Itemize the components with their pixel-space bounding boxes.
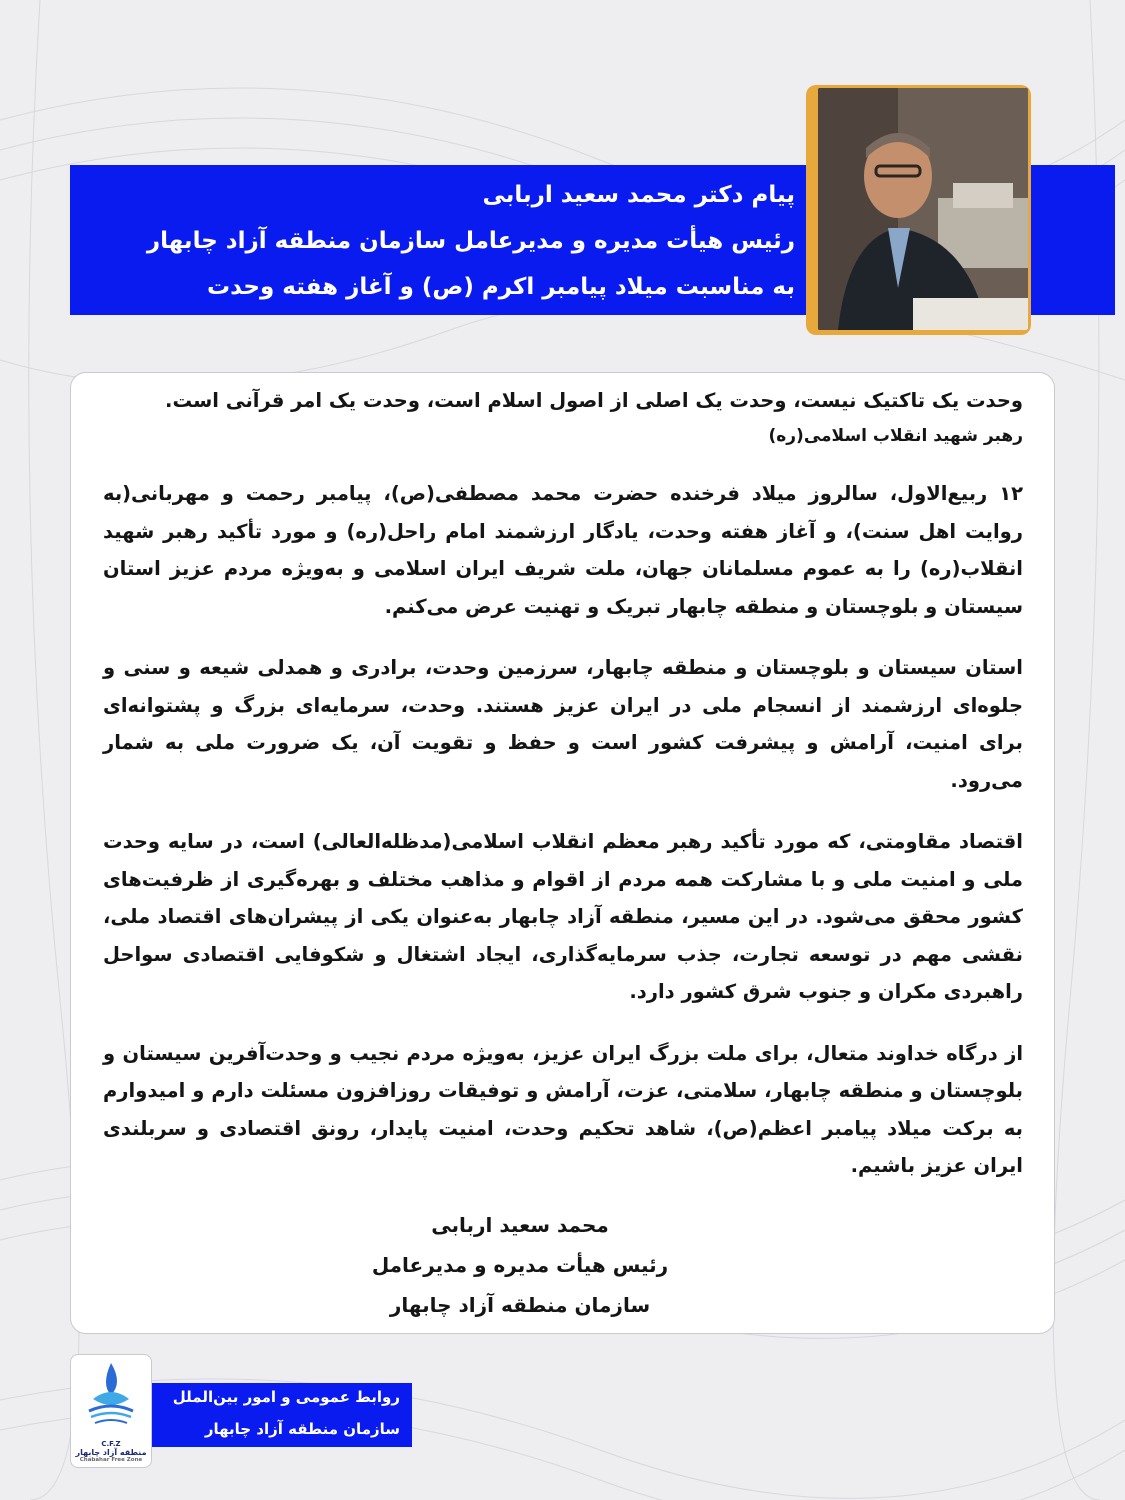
header-occasion: به مناسبت میلاد پیامبر اکرم (ص) و آغاز هفته وحدت <box>206 274 795 300</box>
portrait-photo <box>818 88 1028 330</box>
logo-initials: C.F.Z <box>101 1440 121 1448</box>
paragraph-1: ۱۲ ربیع‌الاول، سالروز میلاد فرخنده حضرت محمد مصطفی(ص)، پیامبر رحمت و مهربانی(به روایت اهل سنت)، و آغاز هفته وحدت، یادگار ارزشمند امام راحل(ره) و مورد تأکید رهبر شهید انقلاب(ره) را به عموم مسلمانان جهان، ملت شریف ایران اسلامی و به‌ویژه مردم عزیز استان سیستان و بلوچستان و منطقه چابهار تبریک و تهنیت عرض می‌کنم. <box>103 482 1023 618</box>
header-subtitle: رئیس هیأت مدیره و مدیرعامل سازمان منطقه آزاد چابهار <box>146 228 795 254</box>
signature-title: رئیس هیأت مدیره و مدیرعامل <box>371 1253 669 1277</box>
header-title: پیام دکتر محمد سعید اربابی <box>482 182 795 208</box>
signature-org: سازمان منطقه آزاد چابهار <box>389 1293 651 1317</box>
logo-text: منطقه آزاد چابهار <box>75 1448 147 1457</box>
quote-text: وحدت یک تاکتیک نیست، وحدت یک اصلی از اصول اسلام است، وحدت یک امر قرآنی است. <box>165 389 1023 412</box>
paragraph-4: از درگاه خداوند متعال، برای ملت بزرگ ایران عزیز، به‌ویژه مردم نجیب و وحدت‌آفرین سیستان و بلوچستان و منطقه چابهار، سلامتی، عزت، آرامش و توفیقات روزافزون مسئلت دارم و امیدوارم به برکت میلاد پیامبر اعظم(ص)، شاهد تحکیم وحدت، امنیت پایدار، رونق اقتصادی و سربلندی ایران عزیز باشیم. <box>103 1041 1023 1177</box>
logo-english: Chabahar Free Zone <box>79 1457 143 1463</box>
signature-block <box>300 1205 740 1325</box>
header-title-block <box>80 172 795 310</box>
logo-caption <box>72 1440 150 1463</box>
paragraph-2: استان سیستان و بلوچستان و منطقه چابهار، سرزمین وحدت، برادری و همدلی شیعه و سنی و جلوه‌ای ارزشمند از انسجام ملی در ایران عزیز هستند. وحدت، سرمایه‌ای بزرگ و پشتوانه‌ای برای امنیت، آرامش و پیشرفت کشور است و حفظ و تقویت آن، یک ضرورت ملی به شمار می‌رود. <box>103 656 1023 792</box>
footer-department: روابط عمومی و امور بین‌الملل <box>172 1388 400 1406</box>
paragraph-3: اقتصاد مقاومتی، که مورد تأکید رهبر معظم انقلاب اسلامی(مدظله‌العالی) است، در سایه وحدت ملی و امنیت ملی و با مشارکت همه مردم از اقوام و مذاهب مختلف و بهره‌گیری از ظرفیت‌های کشور محقق می‌شود. در این مسیر، منطقه آزاد چابهار به‌عنوان یکی از پیشران‌های اقتصاد ملی، نقشی مهم در توسعه تجارت، جذب سرمایه‌گذاری، ایجاد اشتغال و شکوفایی اقتصادی سواحل راهبردی مکران و جنوب شرق کشور دارد. <box>103 830 1023 1003</box>
footer-text-block <box>160 1381 400 1445</box>
message-body <box>103 382 1023 1209</box>
chabahar-logo-icon <box>71 1355 151 1445</box>
quote-source: رهبر شهید انقلاب اسلامی(ره) <box>768 426 1023 446</box>
footer-organization: سازمان منطقه آزاد چابهار <box>204 1420 400 1438</box>
signature-name: محمد سعید اربابی <box>431 1213 609 1237</box>
